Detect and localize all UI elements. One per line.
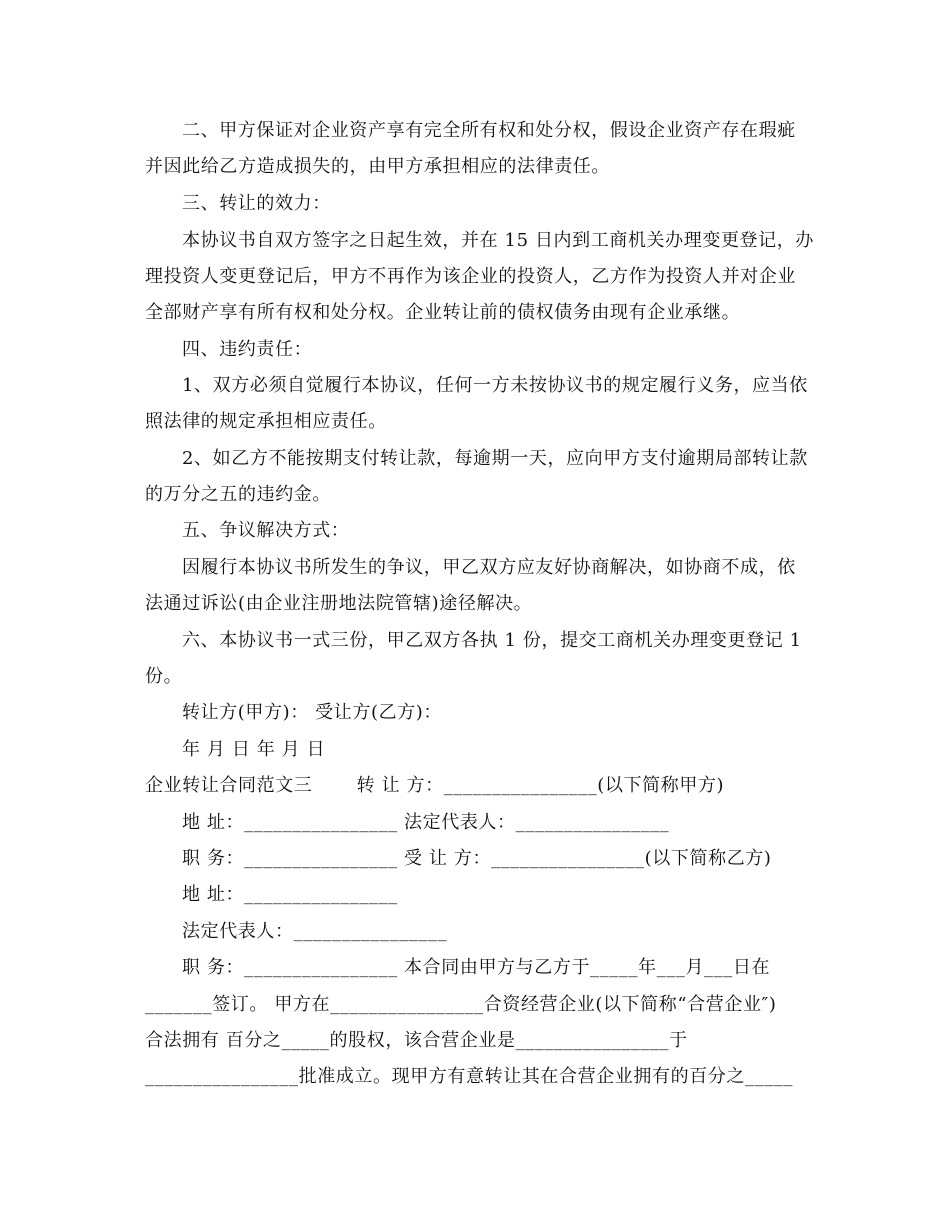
paragraph-line: 1、双方必须自觉履行本协议，任何一方未按协议书的规定履行义务，应当依 <box>182 375 808 396</box>
form-field-line: 地 址：________________ <box>182 884 398 905</box>
contract-title-line: 企业转让合同范文三 转 让 方：________________(以下简称甲方) <box>145 775 725 796</box>
section-heading: 四、违约责任： <box>182 339 313 360</box>
paragraph-line: 的万分之五的违约金。 <box>145 484 331 505</box>
paragraph-line: 二、甲方保证对企业资产享有完全所有权和处分权，假设企业资产存在瑕疵 <box>182 120 796 141</box>
paragraph-line: 份。 <box>145 666 183 687</box>
paragraph-line: 因履行本协议书所发生的争议，甲乙双方应友好协商解决，如协商不成，依 <box>182 557 796 578</box>
paragraph-line: ________________批准成立。现甲方有意转让其在合营企业拥有的百分之_____ <box>145 1066 793 1087</box>
form-field-line: 职 务：________________ 本合同由甲方与乙方于_____年___月___日在 <box>182 957 771 978</box>
paragraph-line: 法通过诉讼(由企业注册地法院管辖)途径解决。 <box>145 593 533 614</box>
paragraph-line: 照法律的规定承担相应责任。 <box>145 411 387 432</box>
paragraph-line: 合法拥有 百分之_____的股权，该合营企业是________________于 <box>145 1030 688 1051</box>
signature-parties-line: 转让方(甲方)： 受让方(乙方)： <box>182 702 443 723</box>
form-field-line: 地 址：________________ 法定代表人：________________ <box>182 812 670 833</box>
paragraph-line: 并因此给乙方造成损失的，由甲方承担相应的法律责任。 <box>145 156 610 177</box>
paragraph-line: 2、如乙方不能按期支付转让款，每逾期一天，应向甲方支付逾期局部转让款 <box>182 448 808 469</box>
section-heading: 五、争议解决方式： <box>182 520 350 541</box>
section-heading: 三、转让的效力： <box>182 193 331 214</box>
paragraph-line: 六、本协议书一式三份，甲乙双方各执 1 份，提交工商机关办理变更登记 1 <box>182 630 802 651</box>
paragraph-line: 理投资人变更登记后，甲方不再作为该企业的投资人，乙方作为投资人并对企业 <box>145 266 796 287</box>
paragraph-line: _______签订。 甲方在________________合资经营企业(以下简称“合营企业″) <box>145 994 777 1015</box>
form-field-line: 职 务：________________ 受 让 方：________________(以下简称乙方) <box>182 848 772 869</box>
signature-date-line: 年 月 日 年 月 日 <box>182 739 326 760</box>
paragraph-line: 本协议书自双方签字之日起生效，并在 15 日内到工商机关办理变更登记，办 <box>182 230 814 251</box>
paragraph-line: 全部财产享有所有权和处分权。企业转让前的债权债务由现有企业承继。 <box>145 302 741 323</box>
form-field-line: 法定代表人：________________ <box>182 921 448 942</box>
